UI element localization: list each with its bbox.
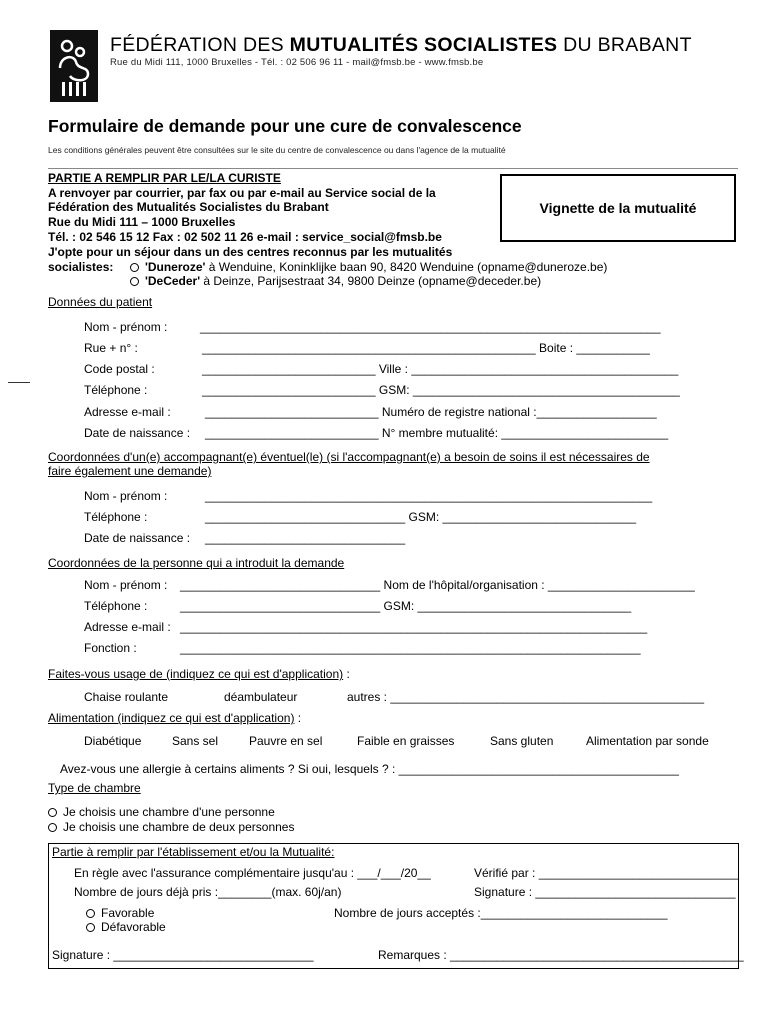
remarques-field[interactable]: Remarques : ____________________________________________ bbox=[378, 948, 744, 962]
radio-chambre-double[interactable] bbox=[48, 823, 57, 832]
organization-address: Rue du Midi 111, 1000 Bruxelles - Tél. : 02 506 96 11 - mail@fmsb.be - www.fmsb.be bbox=[110, 57, 484, 68]
patient-email-field[interactable]: __________________________ Numéro de registre national :__________________ bbox=[205, 405, 657, 419]
chambre-option-double[interactable] bbox=[48, 820, 294, 834]
introducteur-title: Coordonnées de la personne qui a introduit la demande bbox=[48, 556, 345, 570]
form-title: Formulaire de demande pour une cure de convalescence bbox=[48, 116, 522, 136]
patient-code-label: Code postal : bbox=[84, 362, 155, 376]
regle-assurance-field[interactable]: En règle avec l'assurance complémentaire jusqu'au : ___/___/20__ bbox=[74, 866, 431, 880]
curiste-line-1: A renvoyer par courrier, par fax ou par e-mail au Service social de la bbox=[48, 186, 436, 200]
introducteur-tel-field[interactable]: ______________________________ GSM: ________________________________ bbox=[180, 599, 632, 613]
conditions-note: Les conditions générales peuvent être consultées sur le site du centre de convalescence ou dans l'agence de la mutualité bbox=[48, 145, 506, 155]
org-name-suffix: DU BRABANT bbox=[557, 34, 692, 56]
accompagnant-tel-field[interactable]: ______________________________ GSM: _____________________________ bbox=[205, 510, 637, 524]
accompagnant-naissance-field[interactable]: ______________________________ bbox=[205, 531, 406, 545]
accompagnant-tel-label: Téléphone : bbox=[84, 510, 148, 524]
accompagnant-nom-label: Nom - prénom : bbox=[84, 489, 168, 503]
chambre-single-label: Je choisis une chambre d'une personne bbox=[63, 805, 275, 819]
deceder-name: 'DeCeder' bbox=[145, 274, 201, 288]
vignette-box bbox=[500, 174, 736, 242]
usage-title-text: Faites-vous usage de (indiquez ce qui est d'application) bbox=[48, 667, 344, 681]
alim-sonde[interactable]: Alimentation par sonde bbox=[586, 734, 709, 748]
chambre-double-label: Je choisis une chambre de deux personnes bbox=[63, 820, 295, 834]
patient-nom-label: Nom - prénom : bbox=[84, 320, 168, 334]
defavorable-label: Défavorable bbox=[101, 920, 166, 934]
curiste-line-4: Tél. : 02 546 15 12 Fax : 02 502 11 26 e-mail : service_social@fmsb.be bbox=[48, 230, 442, 244]
radio-defavorable[interactable] bbox=[86, 923, 95, 932]
introducteur-email-field[interactable]: ______________________________________________________________________ bbox=[180, 620, 648, 634]
patient-tel-field[interactable]: __________________________ GSM: ________________________________________ bbox=[202, 383, 680, 397]
radio-deceder[interactable] bbox=[130, 277, 139, 286]
curiste-heading: PARTIE A REMPLIR PAR LE/LA CURISTE bbox=[48, 171, 281, 185]
accompagnant-title-1: Coordonnées d'un(e) accompagnant(e) éventuel(le) (si l'accompagnant(e) a besoin de soins il est nécessaires de bbox=[48, 450, 650, 464]
patient-naissance-field[interactable]: __________________________ N° membre mutualité: _________________________ bbox=[205, 426, 669, 440]
introducteur-fonction-field[interactable]: _____________________________________________________________________ bbox=[180, 641, 641, 655]
jours-acceptes-field[interactable]: Nombre de jours acceptés :____________________________ bbox=[334, 906, 668, 920]
radio-chambre-single[interactable] bbox=[48, 808, 57, 817]
curiste-line-3: Rue du Midi 111 – 1000 Bruxelles bbox=[48, 215, 236, 229]
accompagnant-title-2: faire également une demande) bbox=[48, 464, 212, 478]
etablissement-title: Partie à remplir par l'établissement et/ou la Mutualité: bbox=[52, 845, 335, 859]
radio-duneroze[interactable] bbox=[130, 263, 139, 272]
org-name-bold: MUTUALITÉS SOCIALISTES bbox=[289, 34, 558, 56]
accompagnant-naissance-label: Date de naissance : bbox=[84, 531, 191, 545]
deceder-address: à Deinze, Parijsestraat 34, 9800 Deinze (opname@deceder.be) bbox=[200, 274, 542, 288]
signature-field[interactable]: Signature : ______________________________ bbox=[52, 948, 314, 962]
duneroze-address: à Wenduine, Koninklijke baan 90, 8420 Wenduine (opname@duneroze.be) bbox=[205, 260, 608, 274]
centre-option-duneroze[interactable] bbox=[130, 260, 607, 274]
patient-code-field[interactable]: __________________________ Ville : ________________________________________ bbox=[202, 362, 679, 376]
favorable-label: Favorable bbox=[101, 906, 155, 920]
socialistes-label: socialistes: bbox=[48, 260, 114, 274]
patient-tel-label: Téléphone : bbox=[84, 383, 148, 397]
alimentation-title-colon: : bbox=[294, 711, 302, 725]
divider bbox=[48, 168, 738, 169]
signature-right-field[interactable]: Signature : ______________________________ bbox=[474, 885, 736, 899]
usage-title bbox=[48, 667, 350, 681]
accompagnant-nom-field[interactable]: ___________________________________________________________________ bbox=[205, 489, 653, 503]
introducteur-tel-label: Téléphone : bbox=[84, 599, 148, 613]
allergie-field[interactable]: Avez-vous une allergie à certains aliments ? Si oui, lesquels ? : __________________________________________ bbox=[60, 762, 679, 776]
organization-name bbox=[110, 34, 692, 57]
chambre-title: Type de chambre bbox=[48, 781, 141, 795]
alim-diabetique[interactable]: Diabétique bbox=[84, 734, 142, 748]
radio-favorable[interactable] bbox=[86, 909, 95, 918]
usage-autres-field[interactable]: autres : _______________________________________________ bbox=[347, 690, 705, 704]
alim-sans-sel[interactable]: Sans sel bbox=[172, 734, 219, 748]
usage-chaise-roulante[interactable]: Chaise roulante bbox=[84, 690, 169, 704]
vignette-label: Vignette de la mutualité bbox=[539, 200, 697, 216]
curiste-line-5: J'opte pour un séjour dans un des centres reconnus par les mutualités bbox=[48, 245, 453, 259]
chambre-option-single[interactable] bbox=[48, 805, 275, 819]
alim-pauvre-en-sel[interactable]: Pauvre en sel bbox=[249, 734, 323, 748]
curiste-line-2: Fédération des Mutualités Socialistes du Brabant bbox=[48, 200, 329, 214]
fmsb-logo bbox=[50, 30, 98, 102]
usage-title-colon: : bbox=[343, 667, 350, 681]
duneroze-name: 'Duneroze' bbox=[145, 260, 206, 274]
introducteur-email-label: Adresse e-mail : bbox=[84, 620, 171, 634]
verifie-par-field[interactable]: Vérifié par : ______________________________ bbox=[474, 866, 739, 880]
introducteur-nom-field[interactable]: ______________________________ Nom de l'hôpital/organisation : ______________________ bbox=[180, 578, 695, 592]
usage-deambulateur[interactable]: déambulateur bbox=[224, 690, 298, 704]
avis-favorable[interactable] bbox=[86, 906, 154, 920]
jours-pris-field[interactable]: Nombre de jours déjà pris :________(max. 60j/an) bbox=[74, 885, 342, 899]
introducteur-nom-label: Nom - prénom : bbox=[84, 578, 168, 592]
alimentation-title bbox=[48, 711, 301, 725]
margin-mark bbox=[8, 382, 30, 383]
patient-naissance-label: Date de naissance : bbox=[84, 426, 191, 440]
family-icon bbox=[50, 30, 98, 102]
centre-option-deceder[interactable] bbox=[130, 274, 541, 288]
patient-section-title: Données du patient bbox=[48, 295, 153, 309]
patient-email-label: Adresse e-mail : bbox=[84, 405, 171, 419]
alim-sans-gluten[interactable]: Sans gluten bbox=[490, 734, 554, 748]
patient-rue-label: Rue + n° : bbox=[84, 341, 138, 355]
avis-defavorable[interactable] bbox=[86, 920, 166, 934]
org-name-prefix: FÉDÉRATION DES bbox=[110, 34, 290, 56]
introducteur-fonction-label: Fonction : bbox=[84, 641, 137, 655]
alim-faible-graisses[interactable]: Faible en graisses bbox=[357, 734, 455, 748]
alimentation-title-text: Alimentation (indiquez ce qui est d'application) bbox=[48, 711, 295, 725]
patient-rue-field[interactable]: __________________________________________________ Boite : ___________ bbox=[202, 341, 650, 355]
patient-nom-field[interactable]: _____________________________________________________________________ bbox=[200, 320, 661, 334]
